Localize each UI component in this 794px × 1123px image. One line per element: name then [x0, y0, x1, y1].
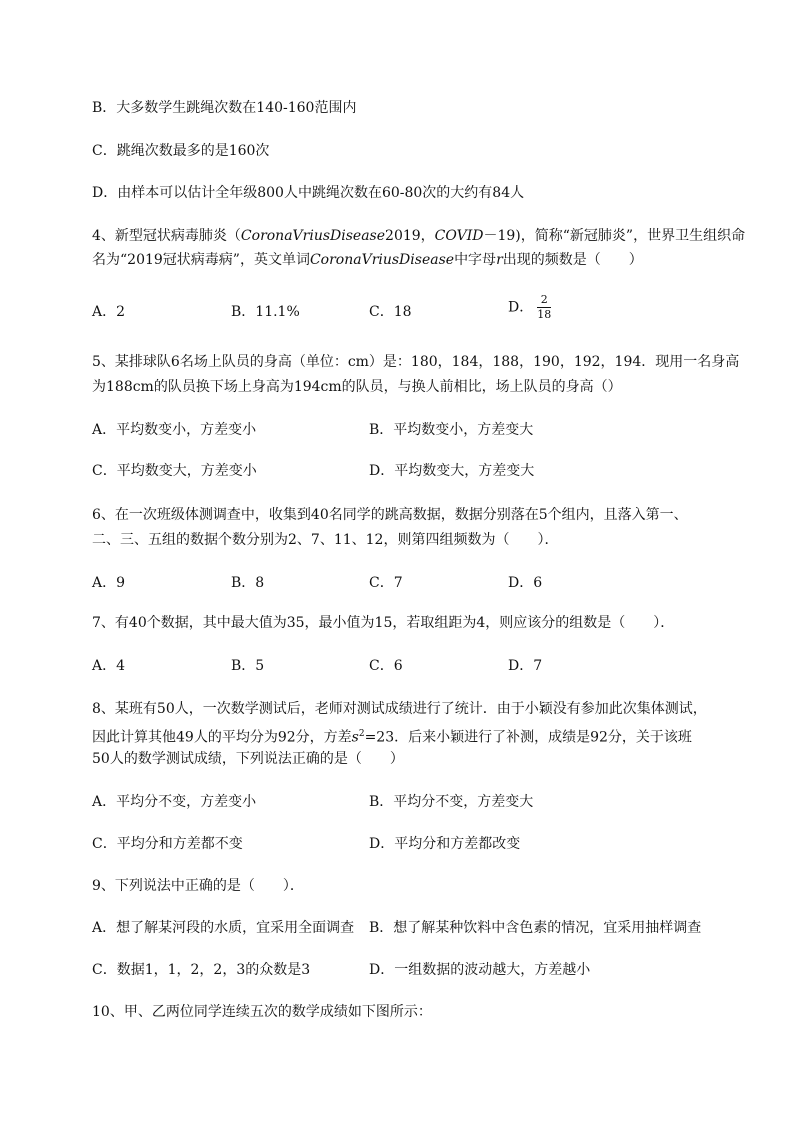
q6-stem-line1: 6、在一次班级体测调查中，收集到40名同学的跳高数据，数据分别落在5个组内，且落入第一、 — [92, 507, 688, 523]
q3-option-c: C．跳绳次数最多的是160次 — [92, 143, 270, 159]
q4-option-a: A．2 — [92, 304, 126, 320]
q4-stem-line2: 名为“2019冠状病毒病”，英文单词CoronaVriusDisease中字母r出现的频数是（ ） — [92, 252, 643, 268]
q5-option-d: D．平均数变大，方差变大 — [369, 463, 535, 479]
q8-option-c: C．平均分和方差都不变 — [92, 836, 243, 852]
q5-stem-line2: 为188cm的队员换下场上身高为194cm的队员，与换人前相比，场上队员的身高（） — [92, 379, 622, 395]
q8-option-a: A．平均分不变，方差变小 — [92, 794, 257, 810]
q8-stem-line1: 8、某班有50人，一次数学测试后，老师对测试成绩进行了统计．由于小颖没有参加此次集体测试， — [92, 701, 707, 717]
q5-option-c: C．平均数变大，方差变小 — [92, 463, 257, 479]
q8-stem-line3: 50人的数学测试成绩，下列说法正确的是（ ） — [92, 751, 404, 767]
q8-option-d: D．平均分和方差都改变 — [369, 836, 521, 852]
q5-stem-line1: 5、某排球队6名场上队员的身高（单位：cm）是：180，184，188，190，192，194．现用一名身高 — [92, 354, 740, 370]
q7-option-c: C．6 — [369, 658, 403, 674]
q4-option-b: B．11.1% — [231, 304, 300, 320]
q7-option-a: A．4 — [92, 658, 126, 674]
q9-option-b: B．想了解某种饮料中含色素的情况，宜采用抽样调查 — [369, 920, 702, 936]
q10-stem-line1: 10、甲、乙两位同学连续五次的数学成绩如下图所示： — [92, 1004, 432, 1020]
q9-option-c: C．数据1，1，2，2，3的众数是3 — [92, 962, 311, 978]
fraction: $\frac{2}{18}$ — [537, 293, 552, 321]
q6-stem-line2: 二、三、五组的数据个数分别为2、7、11、12，则第四组频数为（ ）． — [92, 532, 559, 548]
q4-stem-line1: 4、新型冠状病毒肺炎（CoronaVriusDisease2019，COVID－19)，简称“新冠肺炎”，世界卫生组织命 — [92, 228, 746, 244]
q3-option-b: B．大多数学生跳绳次数在140-160范围内 — [92, 100, 357, 116]
q6-option-a: A．9 — [92, 575, 126, 591]
q7-option-b: B．5 — [231, 658, 265, 674]
q9-option-d: D．一组数据的波动越大，方差越小 — [369, 962, 591, 978]
q6-option-d: D．6 — [508, 575, 543, 591]
q7-option-d: D．7 — [508, 658, 543, 674]
q4-option-d: D． $\frac{2}{18}$ — [508, 293, 552, 321]
q4-option-c: C．18 — [369, 304, 412, 320]
q6-option-c: C．7 — [369, 575, 403, 591]
q9-option-a: A．想了解某河段的水质，宜采用全面调查 — [92, 920, 355, 936]
q8-option-b: B．平均分不变，方差变大 — [369, 794, 534, 810]
q5-option-a: A．平均数变小，方差变小 — [92, 422, 257, 438]
q7-stem-line1: 7、有40个数据，其中最大值为35，最小值为15，若取组距为4，则应该分的组数是（ ）． — [92, 615, 675, 631]
q9-stem-line1: 9、下列说法中正确的是（ ）． — [92, 878, 304, 894]
q6-option-b: B．8 — [231, 575, 265, 591]
q8-stem-line2: 因此计算其他49人的平均分为92分，方差$s^2=23$．后来小颖进行了补测，成绩是92分，关于该班 — [92, 729, 692, 746]
q5-option-b: B．平均数变小，方差变大 — [369, 422, 534, 438]
q3-option-d: D．由样本可以估计全年级800人中跳绳次数在60-80次的大约有84人 — [92, 185, 525, 201]
